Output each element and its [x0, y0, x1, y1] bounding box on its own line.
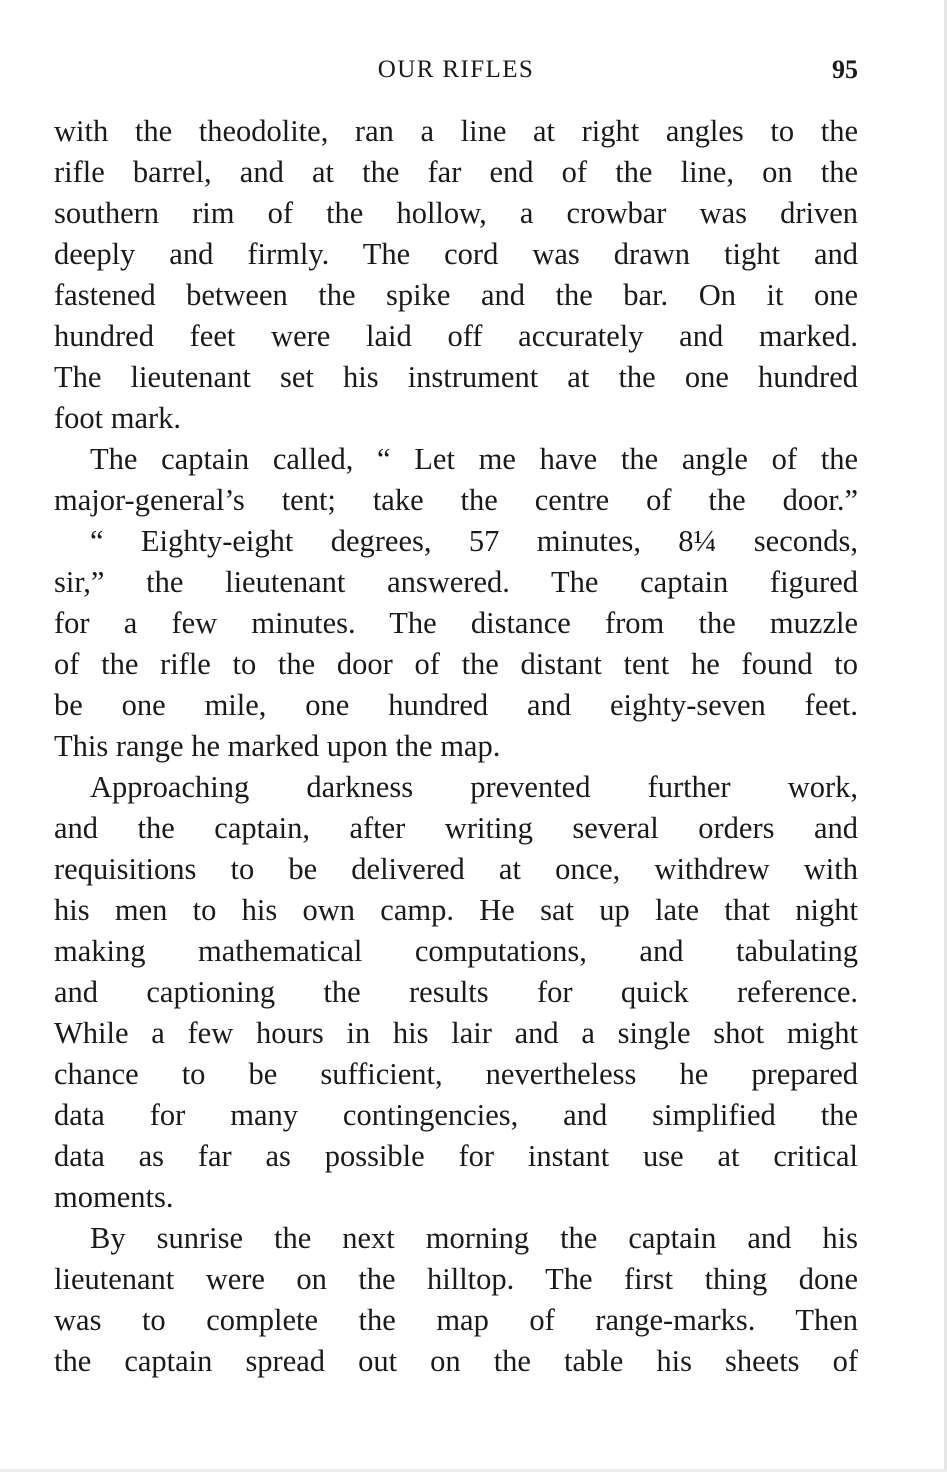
- text-line: “ Eighty-eight degrees, 57 minutes, 8¼ seconds,: [90, 524, 858, 558]
- text-line: major-general’s tent; take the centre of the door.”: [54, 483, 858, 517]
- text-line: chance to be sufficient, nevertheless he prepared: [54, 1057, 858, 1091]
- text-line: southern rim of the hollow, a crowbar was driven: [54, 196, 858, 230]
- text-line: requisitions to be delivered at once, withdrew with: [54, 852, 858, 886]
- text-line: with the theodolite, ran a line at right angles to the: [54, 114, 858, 148]
- text-line: for a few minutes. The distance from the muzzle: [54, 606, 858, 640]
- text-line: foot mark.: [54, 401, 182, 435]
- text-line: By sunrise the next morning the captain and his: [90, 1221, 858, 1255]
- text-line: deeply and firmly. The cord was drawn tight and: [54, 237, 858, 271]
- text-line: The lieutenant set his instrument at the one hundred: [54, 360, 858, 394]
- page-number: 95: [832, 55, 858, 84]
- running-title: OUR RIFLES: [377, 56, 535, 83]
- text-line: was to complete the map of range-marks. Then: [54, 1303, 858, 1337]
- text-line: his men to his own camp. He sat up late that night: [54, 893, 858, 927]
- text-line: the captain spread out on the table his sheets of: [54, 1344, 858, 1378]
- text-line: making mathematical computations, and tabulating: [54, 934, 858, 968]
- body-text: [54, 111, 858, 1382]
- text-line: hundred feet were laid off accurately and marked.: [54, 319, 858, 353]
- text-line: and the captain, after writing several orders and: [54, 811, 858, 845]
- text-line: fastened between the spike and the bar. On it one: [54, 278, 858, 312]
- text-line: The captain called, “ Let me have the angle of the: [90, 442, 858, 476]
- text-line: rifle barrel, and at the far end of the line, on the: [54, 155, 858, 189]
- text-line: data for many contingencies, and simplified the: [54, 1098, 858, 1132]
- text-line: moments.: [54, 1180, 174, 1214]
- running-header: [54, 52, 858, 88]
- text-line: This range he marked upon the map.: [54, 729, 501, 763]
- text-line: lieutenant were on the hilltop. The first thing done: [54, 1262, 858, 1296]
- text-line: sir,” the lieutenant answered. The captain figured: [54, 565, 858, 599]
- text-line: be one mile, one hundred and eighty-seven feet.: [54, 688, 858, 722]
- text-line: Approaching darkness prevented further work,: [90, 770, 858, 804]
- text-line: of the rifle to the door of the distant tent he found to: [54, 647, 858, 681]
- text-line: While a few hours in his lair and a single shot might: [54, 1016, 858, 1050]
- text-line: and captioning the results for quick reference.: [54, 975, 858, 1009]
- text-line: data as far as possible for instant use at critical: [54, 1139, 858, 1173]
